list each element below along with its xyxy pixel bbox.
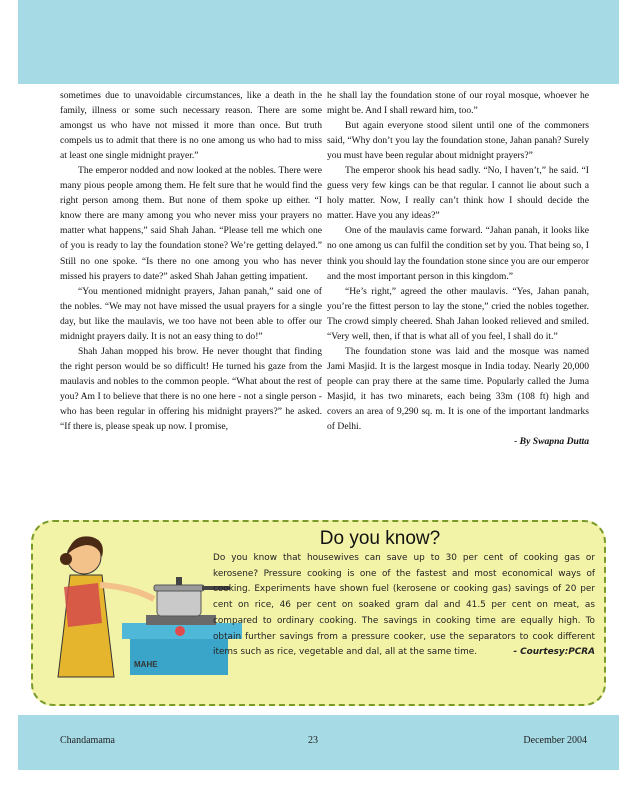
article-paragraph: But again everyone stood silent until one of the commoners said, “Why don’t you lay the foundation stone, Jahan panah? Surely you must have been regular about midnight prayers?” xyxy=(327,120,589,162)
header-band xyxy=(18,0,619,84)
footer-publication: Chandamama xyxy=(60,735,115,746)
article-right-column xyxy=(327,88,589,449)
do-you-know-text xyxy=(213,551,595,661)
do-you-know-body: Do you know that housewives can save up to 30 per cent of cooking gas or kerosene? Pressure cooking is one of the fastest and most economical ways of cooking. Experiments have shown fuel (kerosene or cooking gas) savings of 20 per cent on rice, 46 per cent on soaked gram dal and 41.5 per cent on meat, as compared to ordinary cooking. The savings in cooking time are equally high. To obtain further savings from a pressure cooker, use the separators to cook different items such as rice, vegetable and dal, all at the same time. xyxy=(213,553,595,658)
article-paragraph: The emperor nodded and now looked at the nobles. There were many pious people among them. He felt sure that he would find the right person among them. But none of them spoke up either. “I know there are many among you who never miss your prayers no matter what happens,” said Shah Jahan. “Please tell me which one of you is ready to lay the foundation stone? We’re getting delayed.” Still no one spoke. “Is there no one among you who has never missed his prayers to date?” asked Shah Jahan getting impatient. xyxy=(60,165,322,282)
pressure-cooker-icon xyxy=(157,589,201,616)
article-paragraph: One of the maulavis came forward. “Jahan panah, it looks like no one among us can fulfil the condition set by you. That being so, I think you should lay the foundation stone since you are our emperor and the most important person in this kingdom.” xyxy=(327,225,590,282)
cooker-whistle xyxy=(176,577,182,585)
girl-cooking-illustration xyxy=(42,527,242,692)
footer-page-number: 23 xyxy=(308,735,318,746)
girl-hair-bun xyxy=(60,553,72,565)
girl-arm xyxy=(100,585,154,599)
article-paragraph: “You mentioned midnight prayers, Jahan panah,” said one of the nobles. “We may not have missed the usual prayers for a single day, but like the maulavis, we too have not been able to offer our midnight prayers daily. It is not an easy thing to do!” xyxy=(60,285,322,342)
footer-issue-date: December 2004 xyxy=(523,735,587,746)
do-you-know-credit: - Courtesy:PCRA xyxy=(513,647,595,658)
article-paragraph: The emperor shook his head sadly. “No, I haven’t,” he said. “I guess very few kings can be that regular. I cannot lie about such a holy matter. Now, I really can’t think how I should decide the matter. Have you any ideas?” xyxy=(327,165,589,222)
cooker-lid xyxy=(154,585,204,591)
stove-knob xyxy=(175,626,185,636)
article-paragraph: sometimes due to unavoidable circumstances, like a death in the family, illness or some such necessary reason. There are some amongst us who have not missed it more than once. But truth compels us to admit that there is no one among us who had to miss at least one single midnight prayer.” xyxy=(60,90,322,162)
illustrator-signature: MAHE xyxy=(134,660,158,669)
article-paragraph: he shall lay the foundation stone of our royal mosque, whoever he might be. And I shall reward him, too.” xyxy=(327,90,589,117)
do-you-know-title: Do you know? xyxy=(319,528,441,549)
article-byline: - By Swapna Dutta xyxy=(514,436,589,448)
article-paragraph: The foundation stone was laid and the mosque was named Jami Masjid. It is the largest mosque in India today. Nearly 20,000 people can pray there at the same time. Popularly called the Juma Masjid, it has two minarets, each being 33m (108 ft) high and covers an area of 9,290 sq. m. It is one of the important landmarks of Delhi. xyxy=(327,345,589,433)
article-paragraph: Shah Jahan mopped his brow. He never thought that finding the right person would be so difficult! He turned his gaze from the maulavis and nobles to the common people. “What about the rest of you? Am I to believe that there is no one here - not a single person - who has been regular in offering his midnight prayers?” he asked. “If there is, please speak up now. I promise, xyxy=(60,345,322,433)
article-left-column xyxy=(60,88,322,434)
girl-apron xyxy=(64,583,102,627)
article-paragraph: “He’s right,” agreed the other maulavis. “Yes, Jahan panah, you’re the fittest person to lay the stone,” cried the nobles together. The crowd simply cheered. Shah Jahan looked relieved and smiled. “Very well, then, if that is what all of you feel, I shall do it.” xyxy=(327,285,589,342)
